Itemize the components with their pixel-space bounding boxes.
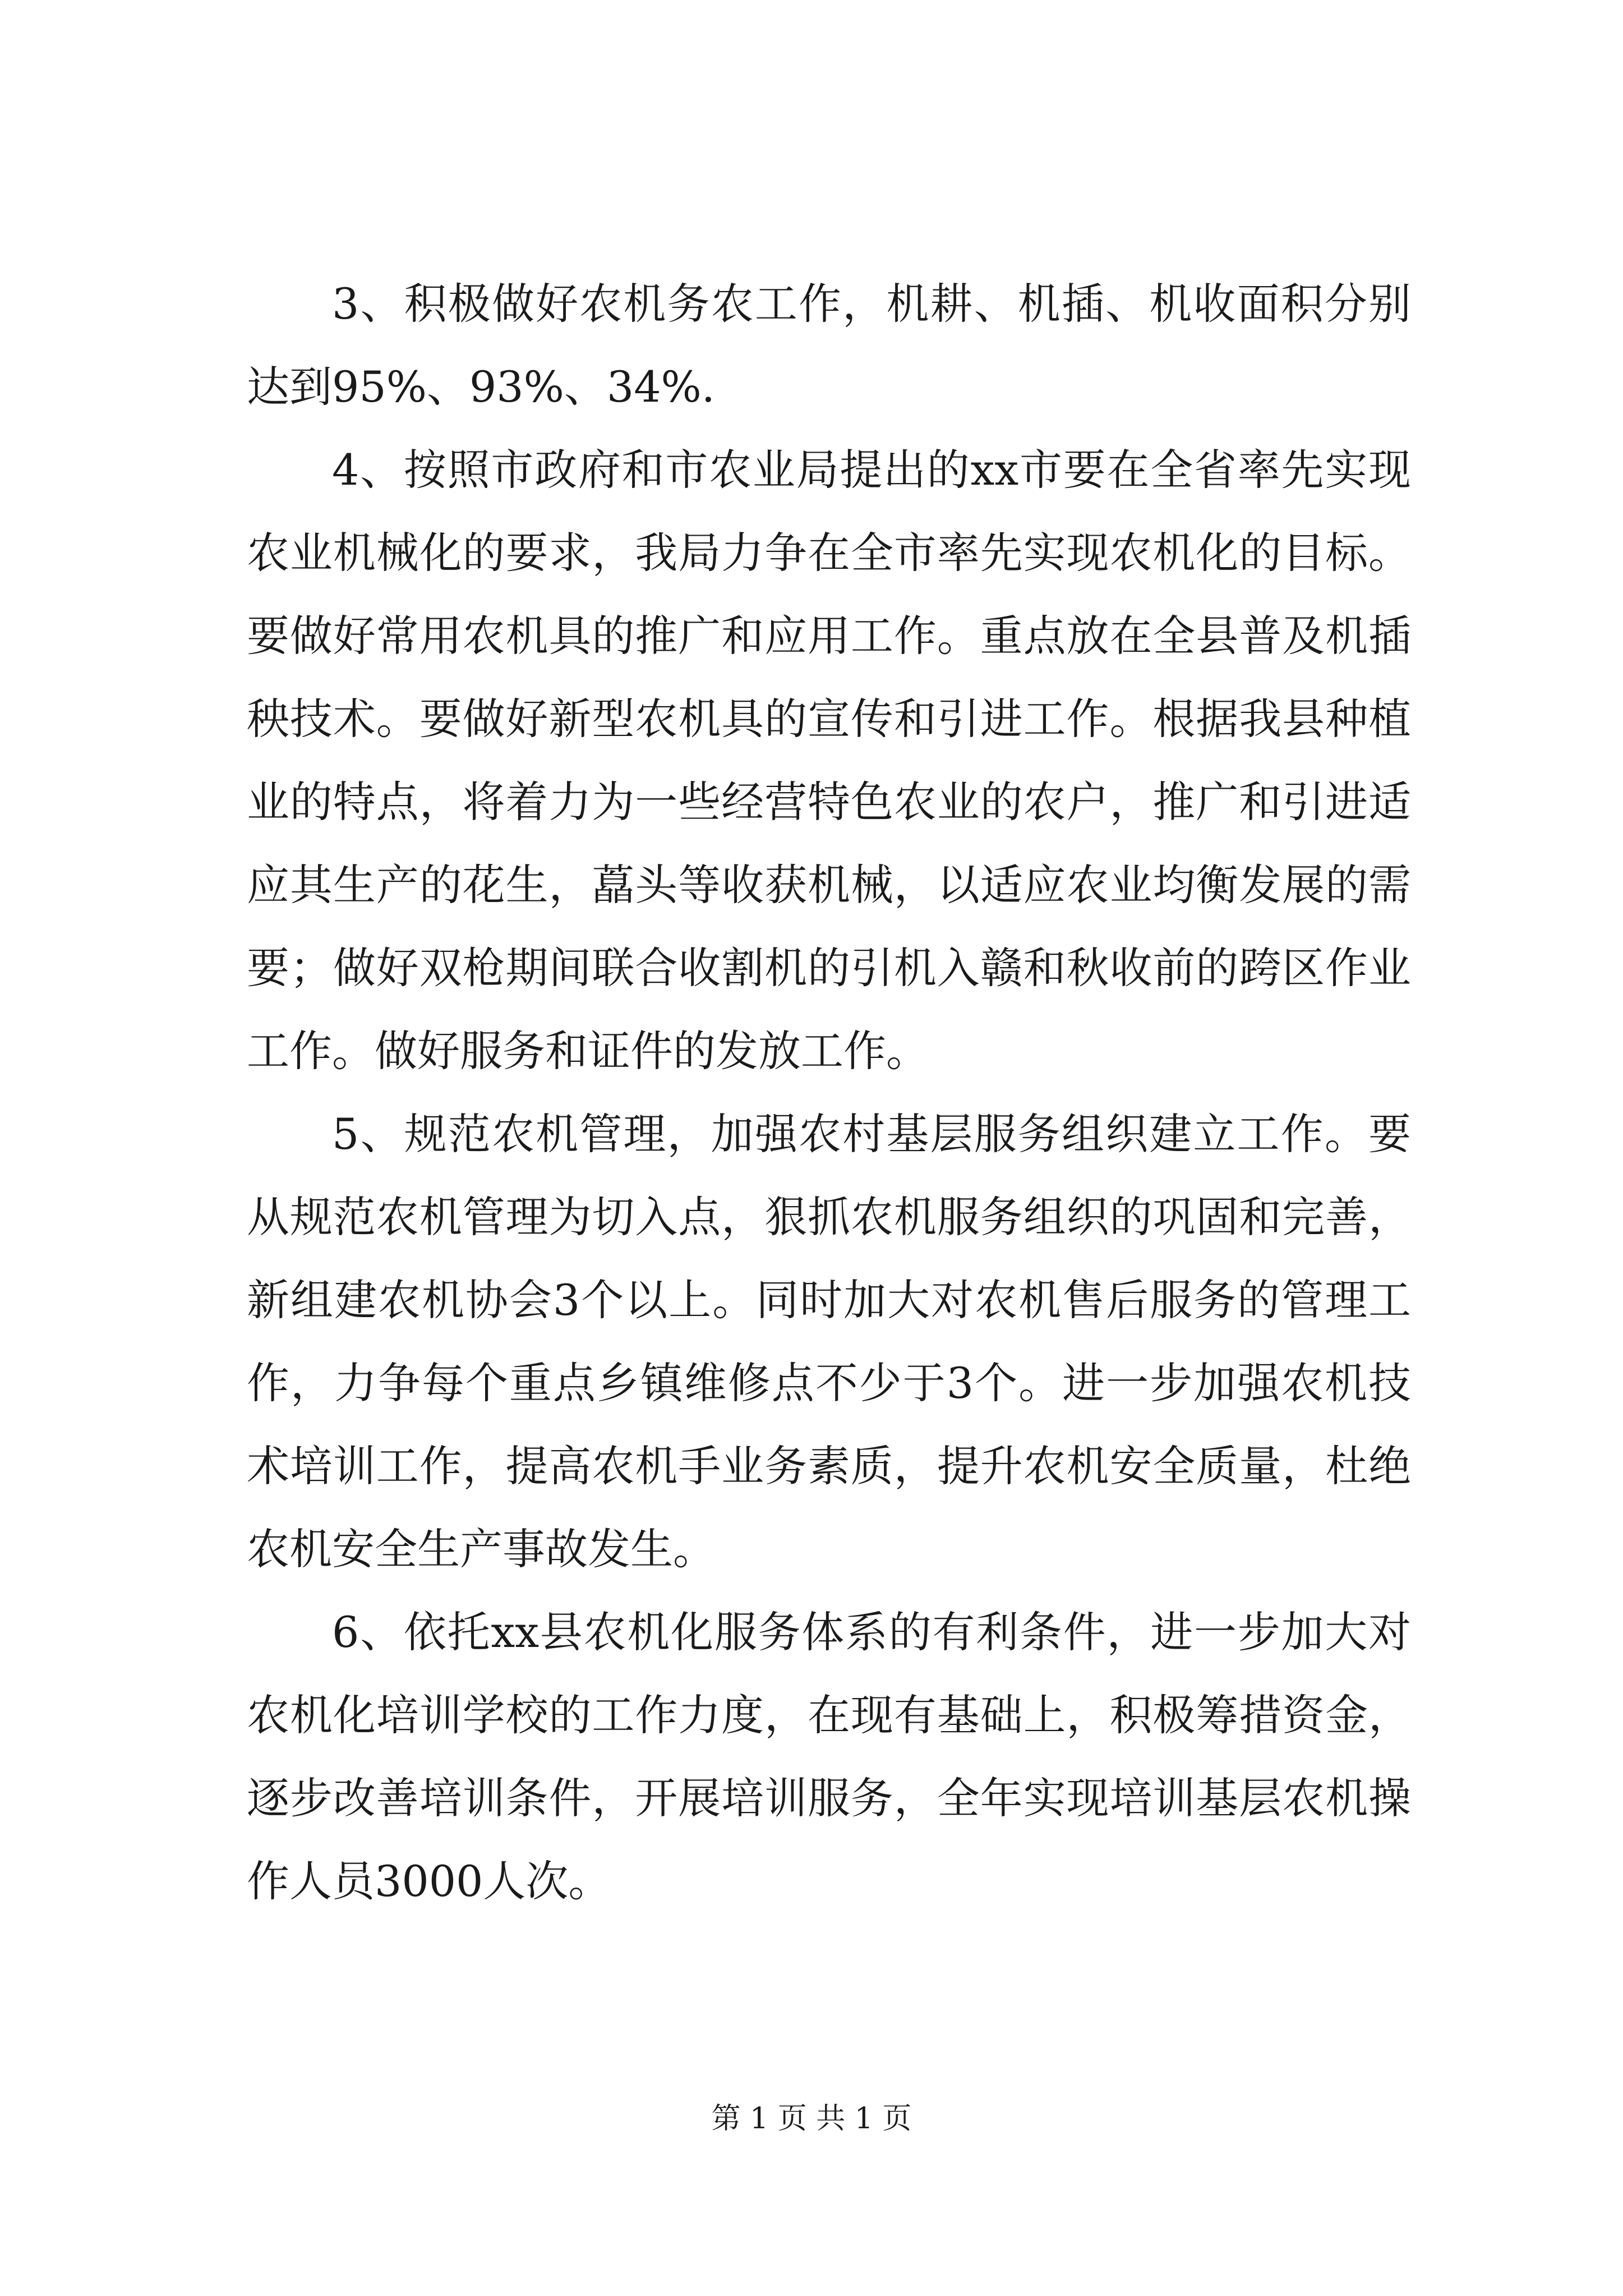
document-body xyxy=(247,263,1411,1923)
page-footer: 第 1 页 共 1 页 xyxy=(711,2102,912,2136)
paragraph-4: 4、按照市政府和市农业局提出的xx市要在全省率先实现农业机械化的要求，我局力争在全市率先实现农机化的目标。要做好常用农机具的推广和应用工作。重点放在全县普及机插秧技术。要做好新型农机具的宣传和引进工作。根据我县种植业的特点，将着力为一些经营特色农业的农户，推广和引进适应其生产的花生，藠头等收获机械，以适应农业均衡发展的需要；做好双枪期间联合收割机的引机入赣和秋收前的跨区作业工作。做好服务和证件的发放工作。 xyxy=(247,445,1411,1076)
paragraph-5: 5、规范农机管理，加强农村基层服务组织建立工作。要从规范农机管理为切入点，狠抓农机服务组织的巩固和完善，新组建农机协会3个以上。同时加大对农机售后服务的管理工作，力争每个重点乡镇维修点不少于3个。进一步加强农机技术培训工作，提高农机手业务素质，提升农机安全质量，杜绝农机安全生产事故发生。 xyxy=(247,1109,1411,1574)
paragraph-6: 6、依托xx县农机化服务体系的有利条件，进一步加大对农机化培训学校的工作力度，在现有基础上，积极筹措资金，逐步改善培训条件，开展培训服务，全年实现培训基层农机操作人员3000人次。 xyxy=(247,1607,1411,1906)
paragraph-3: 3、积极做好农机务农工作，机耕、机插、机收面积分别达到95%、93%、34%. xyxy=(247,279,1411,412)
